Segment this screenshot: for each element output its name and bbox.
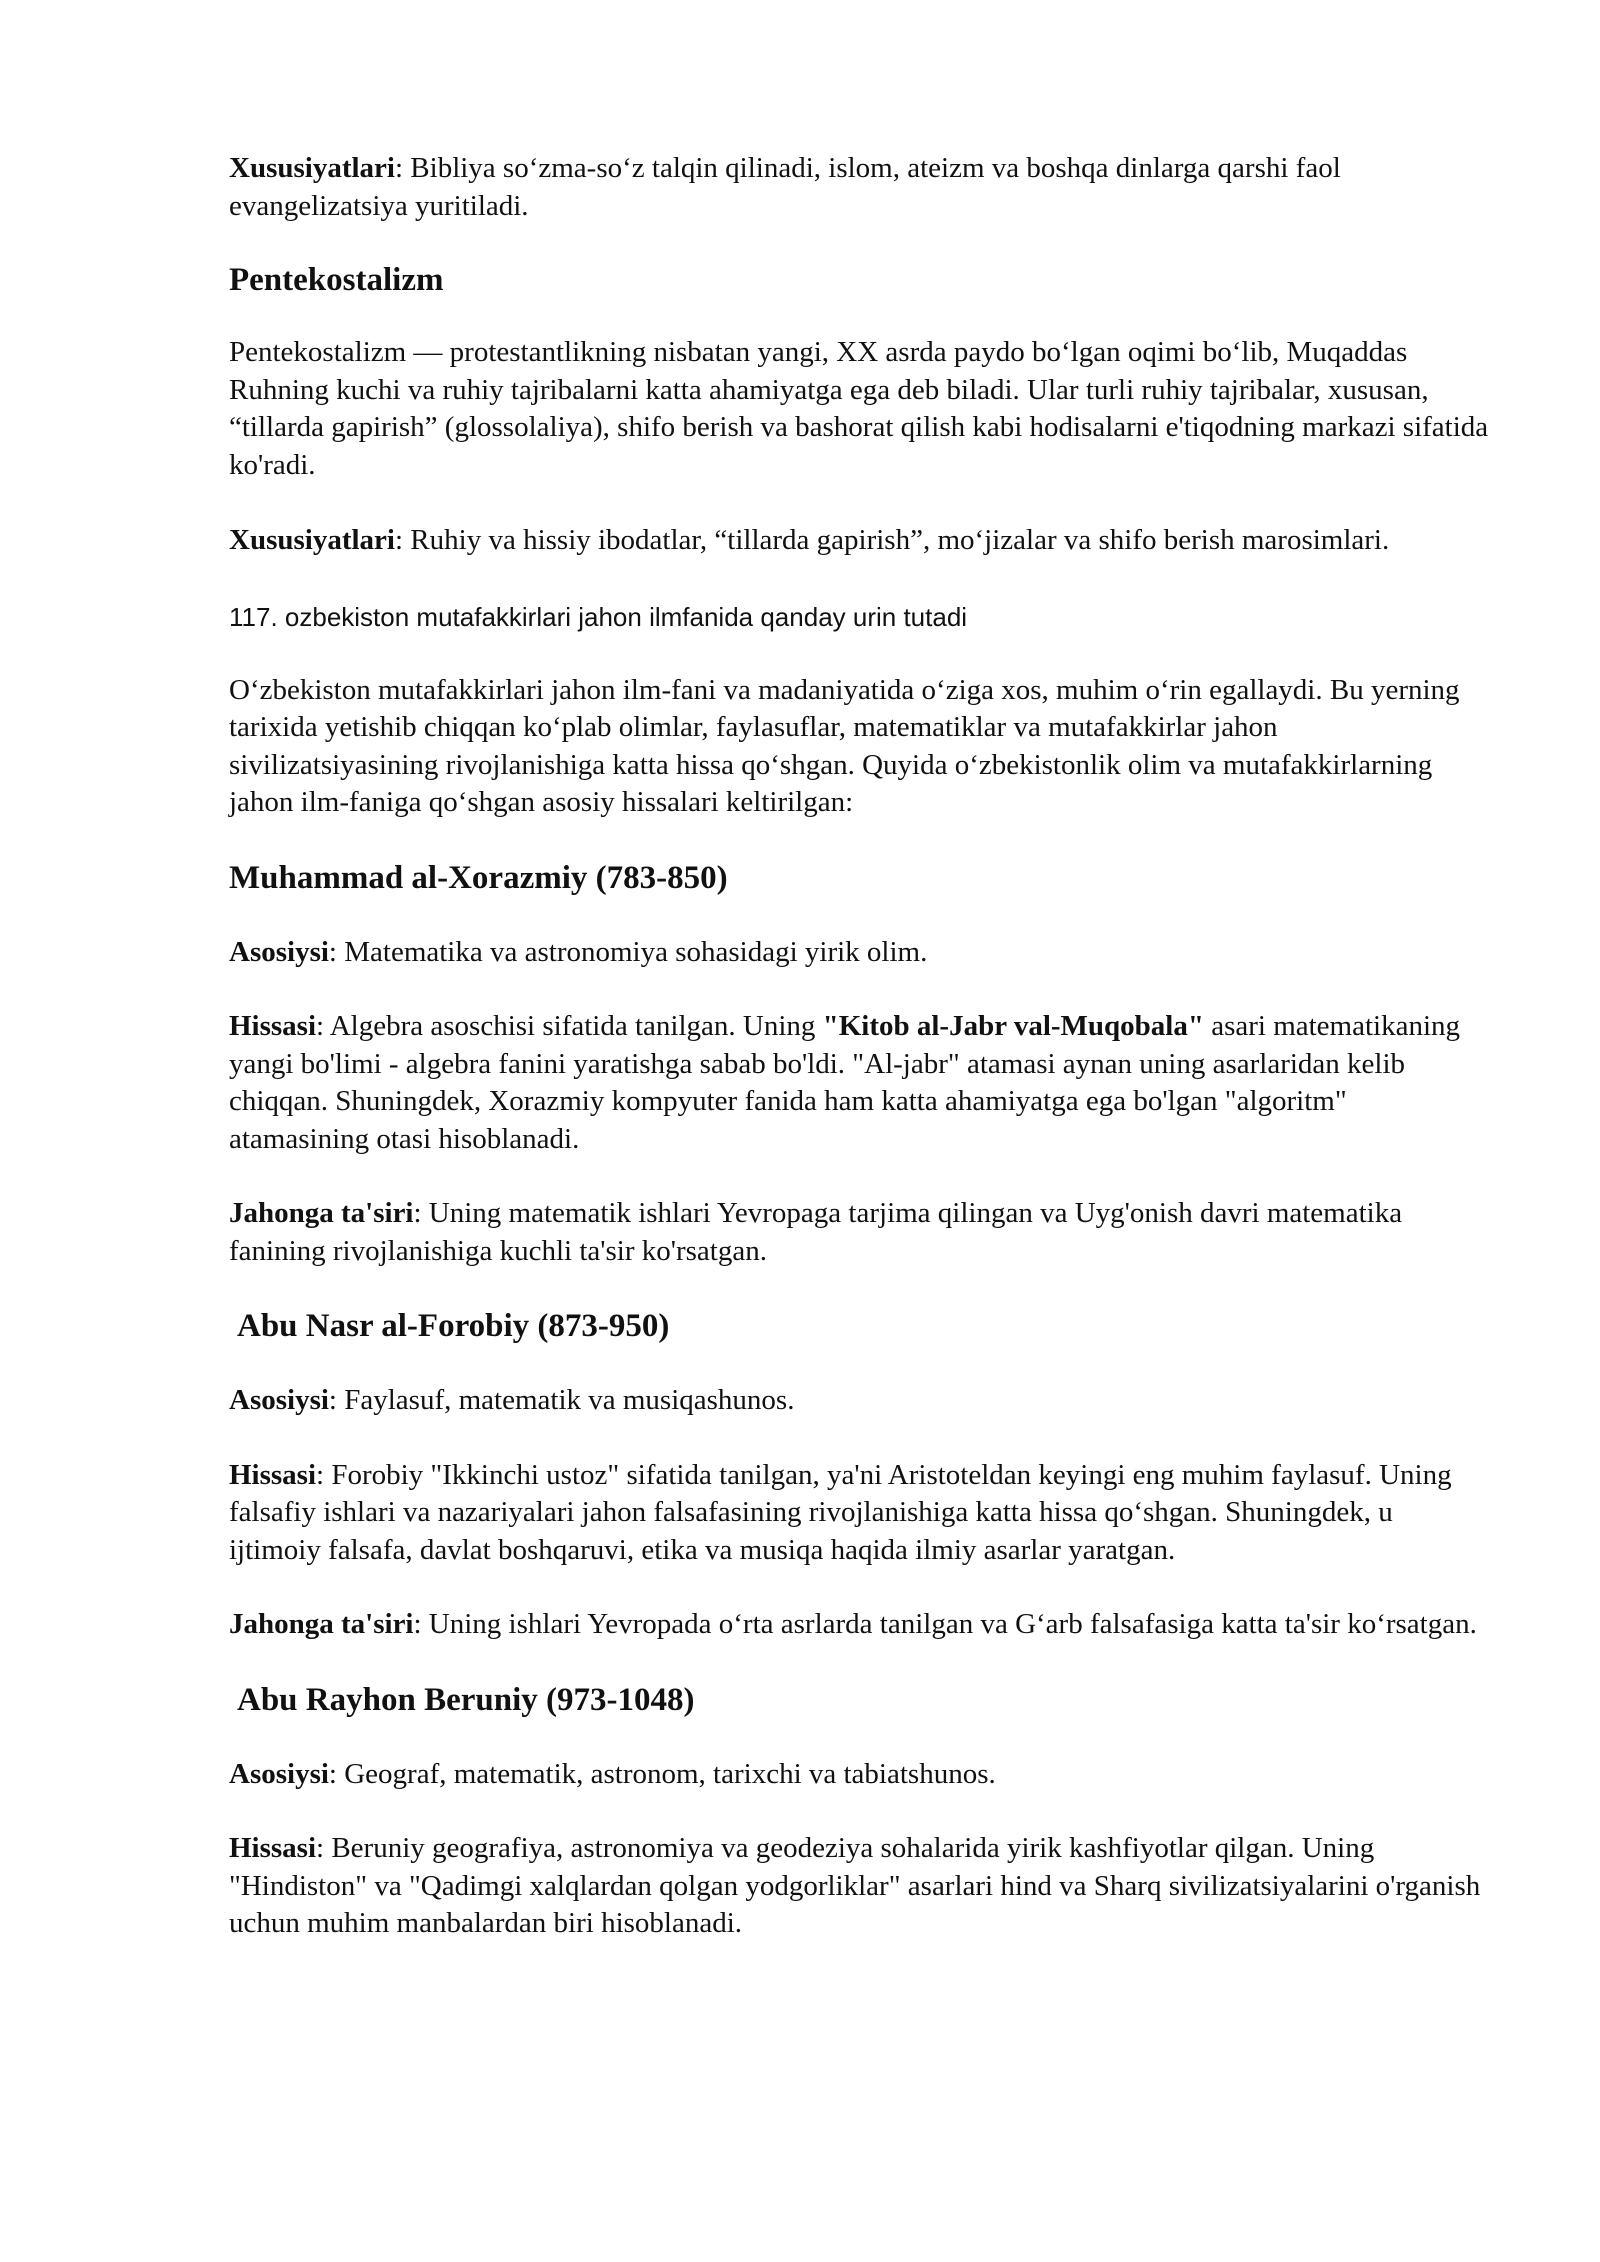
scholar-heading-forobiy: Abu Nasr al-Forobiy (873-950) xyxy=(237,1308,670,1344)
hissasi-text: : Beruniy geografiya, astronomiya va geodeziya sohalarida yirik kashfiyotlar qilgan. Uning "Hindiston" va "Qadimgi xalqlardan qolgan yodgorliklar" asarlari hind va Sharq sivilizatsiyalarini o'rganish uchun muhim manbalardan biri hisoblanadi. xyxy=(229,1832,1481,1939)
intro-paragraph: O‘zbekiston mutafakkirlari jahon ilm-fani va madaniyatida o‘ziga xos, muhim o‘rin egallaydi. Bu yerning tarixida yetishib chiqqan ko‘plab olimlar, faylasuflar, matematiklar va mutafakkirlar jahon sivilizatsiyasining rivojlanishiga katta hissa qo‘shgan. Quyida o‘zbekistonlik olim va mutafakkirlarning jahon ilm-faniga qo‘shgan asosiy hissalari keltirilgan: xyxy=(229,673,1460,818)
hissasi-label: Hissasi xyxy=(229,1458,317,1491)
document-page xyxy=(229,150,1491,1943)
asosiysi-label: Asosiysi xyxy=(229,1384,329,1416)
xususiyatlari-label: Xususiyatlari xyxy=(229,152,395,184)
hissasi-label: Hissasi xyxy=(229,1832,317,1864)
hissasi-paragraph xyxy=(229,1457,1491,1570)
scholar-heading-beruniy: Abu Rayhon Beruniy (973-1048) xyxy=(237,1681,695,1718)
asosiysi-label: Asosiysi xyxy=(229,1757,329,1790)
asosiysi-text: : Matematika va astronomiya sohasidagi yirik olim. xyxy=(328,935,928,968)
hissasi-paragraph xyxy=(229,1008,1491,1158)
hissasi-paragraph xyxy=(229,1830,1491,1943)
jahonga-tasiri-label: Jahonga ta'siri xyxy=(229,1608,414,1640)
xususiyatlari-label: Xususiyatlari xyxy=(229,524,395,556)
jahonga-tasiri-paragraph xyxy=(229,1606,1491,1644)
asosiysi-label: Asosiysi xyxy=(229,935,329,968)
asosiysi-paragraph xyxy=(229,934,1491,972)
asosiysi-paragraph xyxy=(229,1756,1491,1794)
hissasi-text-before: : Algebra asoschisi sifatida tanilgan. Uning xyxy=(316,1010,823,1042)
question-line: 117. ozbekiston mutafakkirlari jahon ilmfanida qanday urin tutadi xyxy=(229,601,968,632)
asosiysi-paragraph xyxy=(229,1382,1491,1420)
xususiyatlari-paragraph-2 xyxy=(229,522,1491,560)
asosiysi-text: : Faylasuf, matematik va musiqashunos. xyxy=(328,1384,795,1416)
xususiyatlari-paragraph-1 xyxy=(229,150,1491,225)
book-title: "Kitob al-Jabr val-Muqobala" xyxy=(822,1010,1204,1042)
hissasi-text-after: asari matematikaning yangi bo'limi - algebra fanini yaratishga sabab bo'ldi. "Al-jabr" atamasi aynan uning asarlaridan kelib chiqqan. Shuningdek, Xorazmiy kompyuter fanida ham katta ahamiyatga ega bo'lgan "algoritm" atamasining otasi hisoblanadi. xyxy=(229,1010,1461,1155)
scholar-heading-xorazmiy: Muhammad al-Xorazmiy (783-850) xyxy=(229,859,728,896)
pentekostalizm-paragraph: Pentekostalizm — protestantlikning nisbatan yangi, XX asrda paydo bo‘lgan oqimi bo‘lib, Muqaddas Ruhning kuchi va ruhiy tajribalarni katta ahamiyatga ega deb biladi. Ular turli ruhiy tajribalar, xususan, “tillarda gapirish” (glossolaliya), shifo berish va bashorat qilish kabi hodisalarni e'tiqodning markazi sifatida ko'radi. xyxy=(229,336,1489,481)
hissasi-label: Hissasi xyxy=(229,1010,317,1042)
asosiysi-text: : Geograf, matematik, astronom, tarixchi va tabiatshunos. xyxy=(328,1757,996,1790)
jahonga-tasiri-label: Jahonga ta'siri xyxy=(229,1197,414,1229)
jahonga-tasiri-paragraph xyxy=(229,1195,1491,1270)
xususiyatlari-text: : Bibliya so‘zma-so‘z talqin qilinadi, islom, ateizm va boshqa dinlarga qarshi faol evangelizatsiya yuritiladi. xyxy=(229,152,1341,222)
section-heading-pentekostalizm: Pentekostalizm xyxy=(229,262,444,298)
jahonga-tasiri-text: : Uning ishlari Yevropada o‘rta asrlarda tanilgan va G‘arb falsafasiga katta ta'sir ko‘rsatgan. xyxy=(413,1608,1477,1640)
xususiyatlari-text: : Ruhiy va hissiy ibodatlar, “tillarda gapirish”, mo‘jizalar va shifo berish marosimlari. xyxy=(394,524,1390,556)
hissasi-text: : Forobiy "Ikkinchi ustoz" sifatida tanilgan, ya'ni Aristoteldan keyingi eng muhim faylasuf. Uning falsafiy ishlari va nazariyalari jahon falsafasining rivojlanishiga katta hissa qo‘shgan. Shuningdek, u ijtimoiy falsafa, davlat boshqaruvi, etika va musiqa haqida ilmiy asarlar yaratgan. xyxy=(229,1458,1452,1566)
jahonga-tasiri-text: : Uning matematik ishlari Yevropaga tarjima qilingan va Uyg'onish davri matematika fanining rivojlanishiga kuchli ta'sir ko'rsatgan. xyxy=(229,1197,1403,1267)
